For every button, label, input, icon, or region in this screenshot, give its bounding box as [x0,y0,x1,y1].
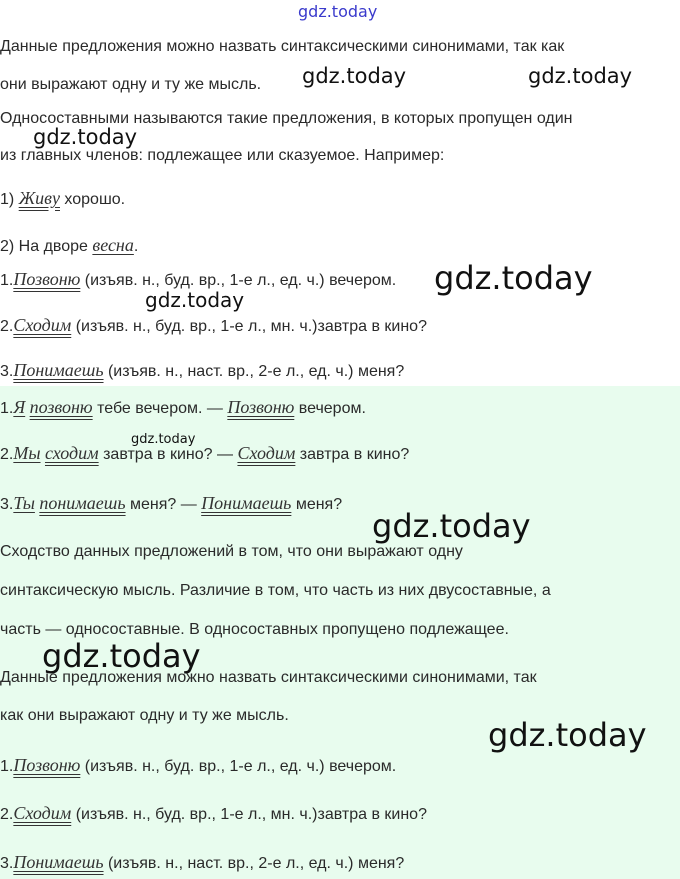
pair-predicate: понимаешь [39,493,126,513]
item-word: Позвоню [13,755,81,775]
example-word: весна [92,235,134,255]
example-num: 1) [0,191,15,208]
watermark: gdz.today [298,2,378,21]
example-rest: . [133,238,139,255]
watermark: gdz.today [33,125,138,149]
pair-predicate-2: Сходим [237,443,296,463]
pair-mid: меня? — [125,496,202,513]
item-num: 1. [0,272,14,289]
pair-subject: Я [13,397,26,417]
item-num: 1. [0,758,14,775]
pair-predicate-2: Позвоню [227,397,295,417]
list-b-item-3 [0,852,404,874]
example-1 [0,188,125,210]
pair-end: вечером. [294,400,366,417]
item-num: 2. [0,806,14,823]
pair-subject: Ты [13,493,35,513]
watermark: gdz.today [145,288,245,312]
watermark: gdz.today [372,507,531,545]
list-b-item-1 [0,755,396,777]
list-a-item-2 [0,315,427,337]
item-word: Сходим [13,315,72,335]
item-rest: (изъяв. н., буд. вр., 1-е л., ед. ч.) вечером. [80,272,397,289]
item-rest: (изъяв. н., буд. вр., 1-е л., ед. ч.) вечером. [80,758,397,775]
watermark: gdz.today [488,716,647,754]
conclusion-line-1: Сходство данных предложений в том, что они выражают одну [0,543,463,560]
pair-mid: тебе вечером. — [92,400,228,417]
conclusion-line-2: синтаксическую мысль. Различие в том, что часть из них двусоставные, а [0,582,551,599]
pair-1 [0,397,366,419]
pair-num: 2. [0,446,14,463]
example-num: 2) На дворе [0,238,93,255]
pair-mid: завтра в кино? — [98,446,238,463]
item-word: Сходим [13,803,72,823]
conclusion-line-5: как они выражают одну и ту же мысль. [0,707,289,724]
pair-3 [0,493,342,515]
pair-num: 1. [0,400,14,417]
list-b-item-2 [0,803,427,825]
item-num: 3. [0,855,14,872]
pair-subject: Мы [13,443,41,463]
pair-predicate-2: Понимаешь [201,493,292,513]
item-rest: (изъяв. н., наст. вр., 2-е л., ед. ч.) меня? [103,855,405,872]
pair-num: 3. [0,496,14,513]
watermark: gdz.today [434,259,593,297]
intro-line-2: они выражают одну и ту же мысль. [0,76,262,93]
pair-predicate: позвоню [29,397,93,417]
item-word: Понимаешь [13,360,104,380]
example-rest: хорошо. [59,191,126,208]
pair-predicate: сходим [44,443,99,463]
intro-line-4: из главных членов: подлежащее или сказуемое. Например: [0,147,445,164]
example-word: Живу [18,188,60,208]
item-word: Понимаешь [13,852,104,872]
pair-end: меня? [291,496,343,513]
intro-line-3: Односоставными называются такие предложения, в которых пропущен один [0,110,573,127]
conclusion-line-4: Данные предложения можно назвать синтаксическими синонимами, так [0,669,537,686]
item-word: Позвоню [13,269,81,289]
item-rest: (изъяв. н., буд. вр., 1-е л., мн. ч.)завтра в кино? [71,806,427,823]
pair-end: завтра в кино? [295,446,410,463]
intro-line-1: Данные предложения можно назвать синтаксическими синонимами, так как [0,38,565,55]
watermark: gdz.today [42,637,201,675]
item-num: 2. [0,318,14,335]
pair-2 [0,443,409,465]
item-rest: (изъяв. н., наст. вр., 2-е л., ед. ч.) меня? [103,363,405,380]
item-rest: (изъяв. н., буд. вр., 1-е л., мн. ч.)завтра в кино? [71,318,427,335]
watermark: gdz.today [528,64,633,88]
conclusion-line-3: часть — односоставные. В односоставных пропущено подлежащее. [0,621,509,638]
example-2 [0,235,138,257]
list-a-item-3 [0,360,404,382]
watermark: gdz.today [302,64,407,88]
watermark: gdz.today [131,432,196,447]
item-num: 3. [0,363,14,380]
